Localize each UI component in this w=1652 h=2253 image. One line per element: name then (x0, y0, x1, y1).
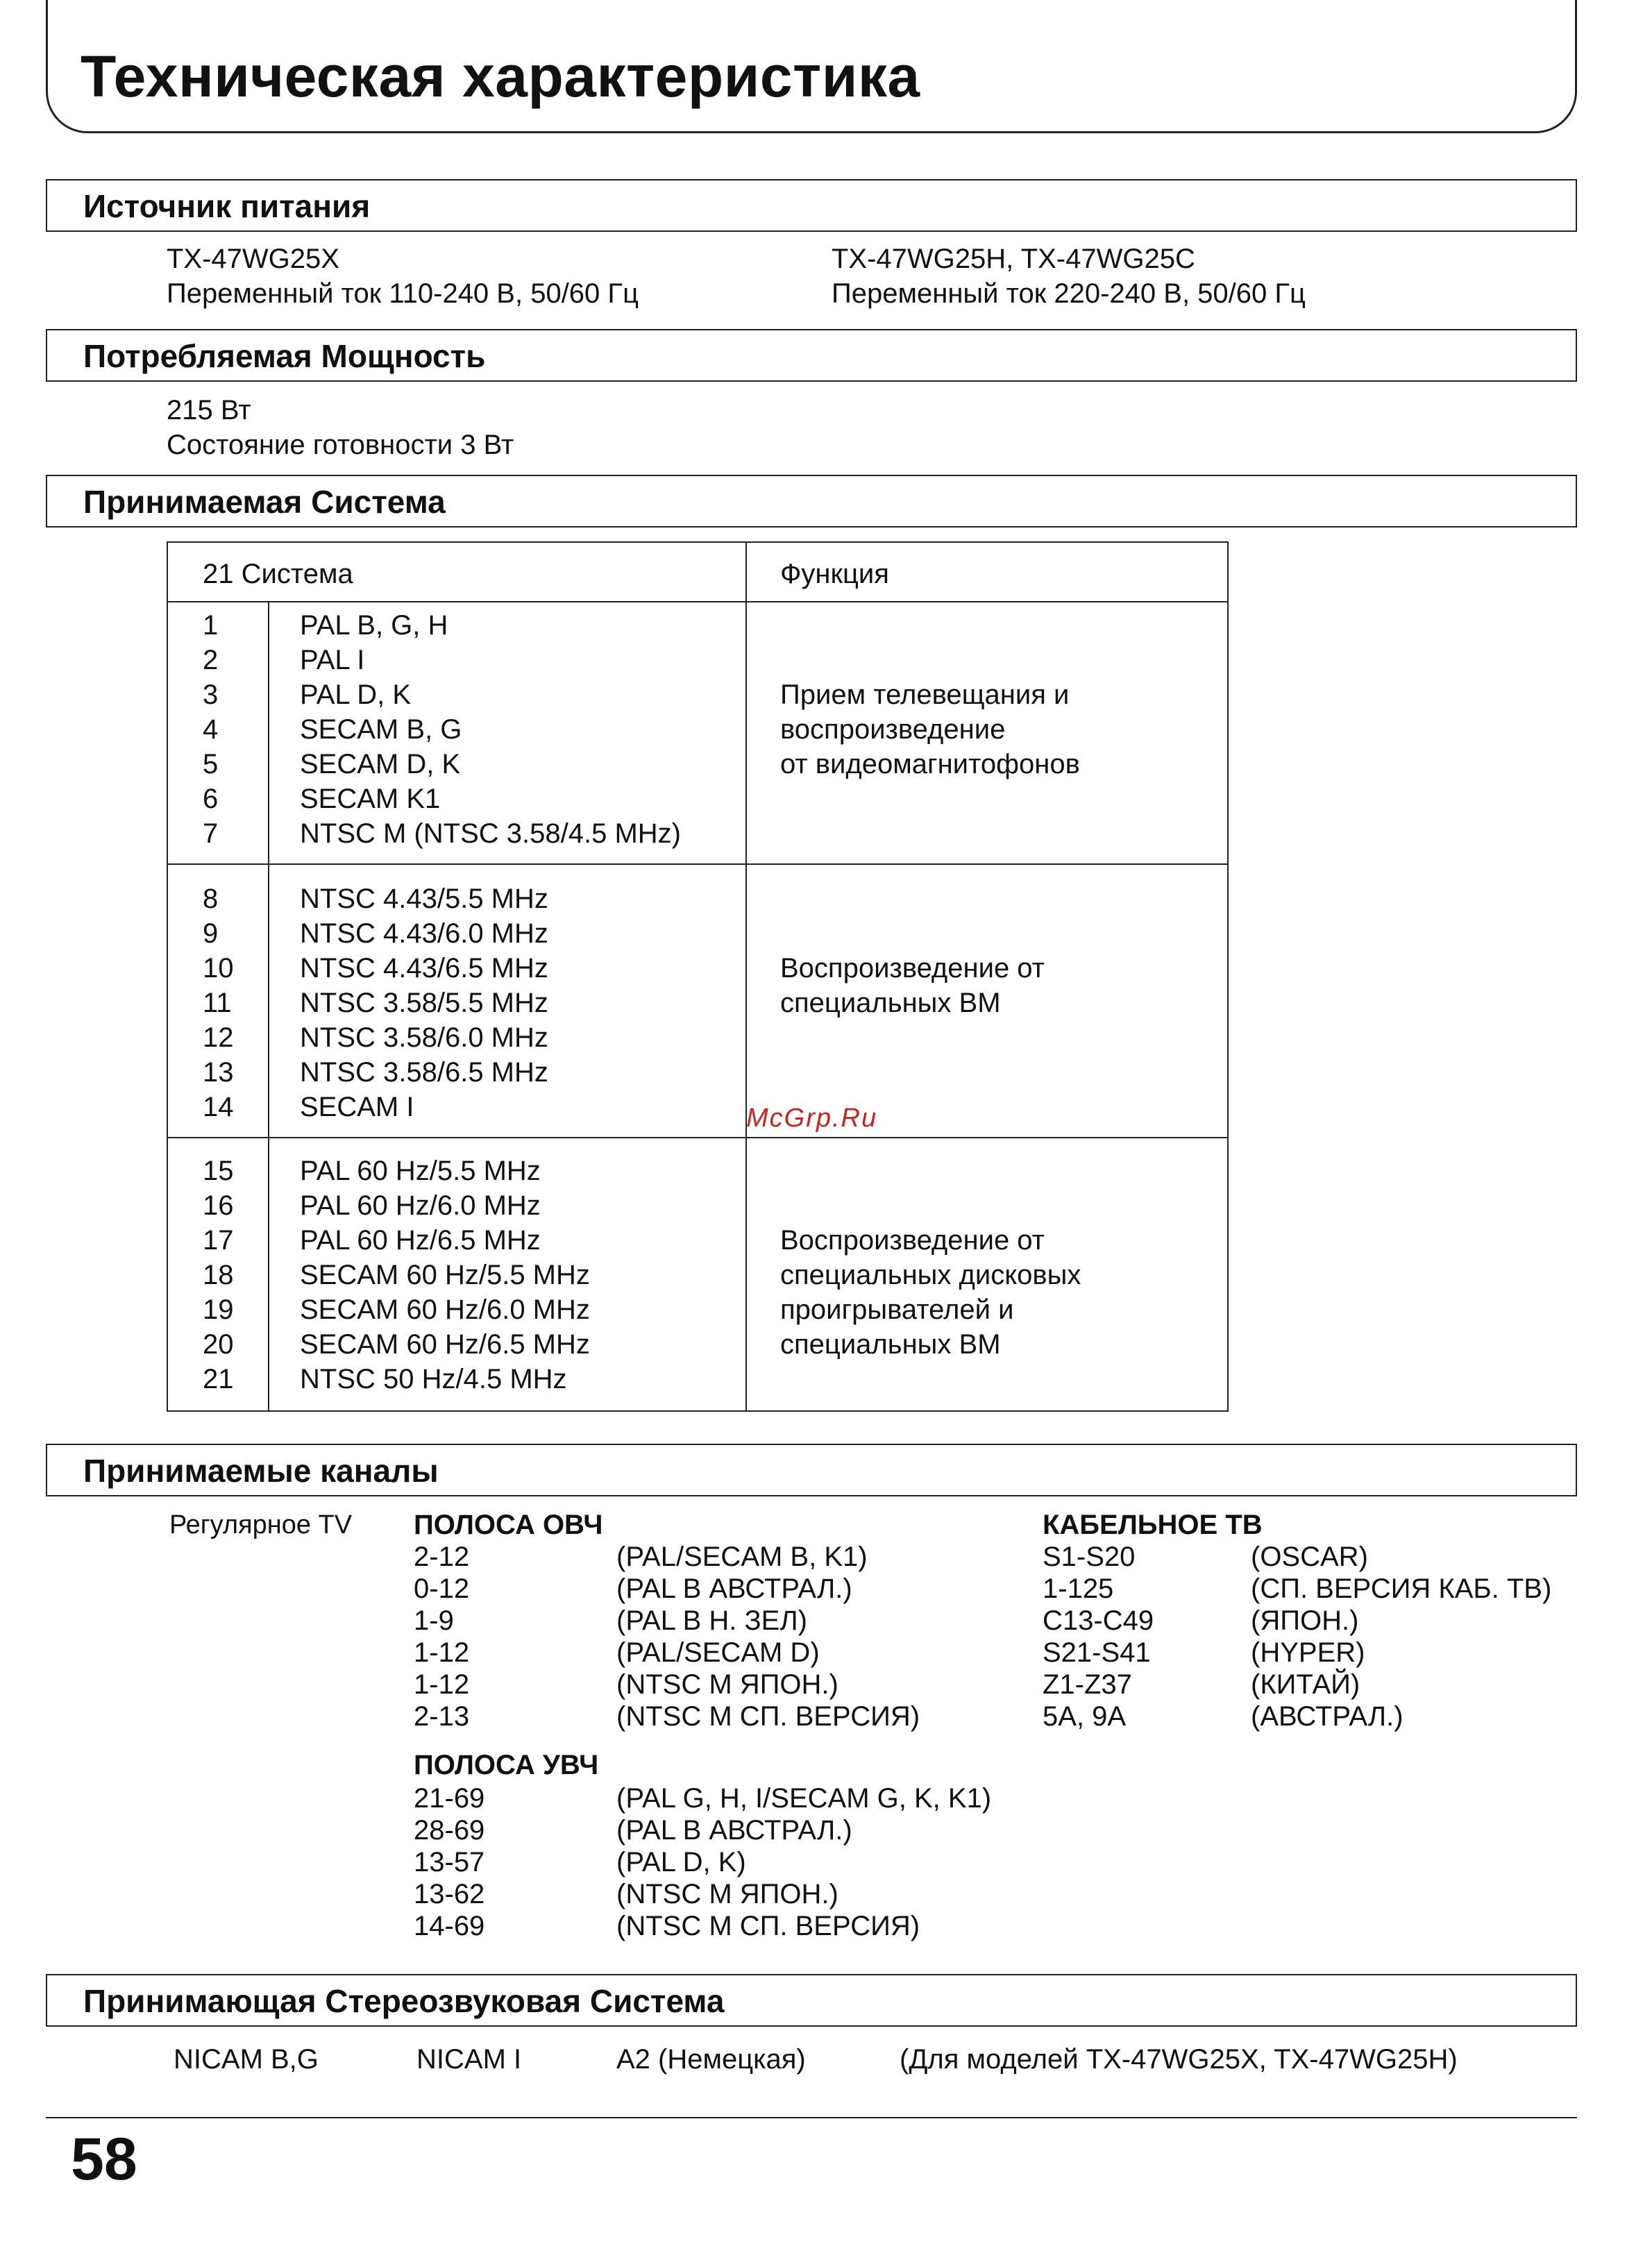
system-name: SECAM B, G (300, 714, 462, 745)
channel-range: 1-12 (414, 1637, 470, 1668)
row-number: 12 (203, 1022, 234, 1053)
group-3-function (780, 1223, 1081, 1362)
uhf-heading: ПОЛОСА УВЧ (414, 1750, 599, 1780)
cable-systems (1251, 1541, 1551, 1732)
group-2-numbers (203, 881, 234, 1124)
channel-system: (КИТАЙ) (1251, 1669, 1360, 1700)
section-power-source (46, 179, 1577, 232)
row-number: 20 (203, 1329, 234, 1360)
system-name: SECAM 60 Hz/6.0 MHz (300, 1294, 590, 1325)
system-name: SECAM K1 (300, 784, 441, 814)
channel-range: 14-69 (414, 1911, 485, 1941)
channel-range: S21-S41 (1043, 1637, 1151, 1668)
channel-range: 0-12 (414, 1573, 470, 1604)
section-heading: Принимаемые каналы (83, 1453, 439, 1489)
channel-system: (PAL/SECAM D) (616, 1637, 820, 1668)
section-power-consumption (46, 329, 1577, 382)
function-text: специальных ВМ (780, 988, 1001, 1018)
section-stereo (46, 1974, 1577, 2027)
channel-system: (АВСТРАЛ.) (1251, 1701, 1404, 1732)
section-heading: Источник питания (83, 188, 371, 224)
channel-system: (NTSC M СП. ВЕРСИЯ) (616, 1701, 920, 1732)
page-title: Техническая характеристика (81, 44, 920, 109)
standby-value: Состояние готовности 3 Вт (167, 430, 514, 460)
channel-range: 21-69 (414, 1783, 485, 1814)
channel-range: 2-12 (414, 1542, 470, 1572)
function-text: проигрывателей и (780, 1294, 1014, 1325)
function-text: Воспроизведение от (780, 1225, 1045, 1256)
group-2-systems (300, 881, 548, 1124)
vhf-heading: ПОЛОСА ОВЧ (414, 1510, 603, 1540)
channel-system: (PAL B Н. ЗЕЛ) (616, 1605, 807, 1636)
channel-system: (OSCAR) (1251, 1542, 1368, 1572)
system-name: SECAM D, K (300, 749, 461, 779)
function-text: специальных ВМ (780, 1329, 1001, 1360)
power-value: 215 Вт (167, 395, 251, 425)
row-number: 19 (203, 1294, 234, 1325)
row-number: 2 (203, 645, 219, 675)
systems-table (167, 541, 1229, 1412)
uhf-ranges (414, 1782, 484, 1942)
group-divider (168, 1137, 1227, 1138)
page-number: 58 (71, 2126, 137, 2193)
system-name: PAL B, G, H (300, 610, 448, 641)
system-name: SECAM 60 Hz/5.5 MHz (300, 1260, 590, 1290)
row-number: 18 (203, 1260, 234, 1290)
row-number: 9 (203, 918, 219, 949)
row-number: 11 (203, 988, 232, 1018)
cable-heading: КАБЕЛЬНОЕ ТВ (1043, 1510, 1263, 1540)
row-number: 16 (203, 1190, 234, 1221)
group-1-function (780, 677, 1080, 782)
cable-ranges (1043, 1541, 1154, 1732)
system-name: NTSC 4.43/6.0 MHz (300, 918, 548, 949)
channel-system: (PAL/SECAM B, K1) (616, 1542, 868, 1572)
voltage-text: Переменный ток 220-240 В, 50/60 Гц (832, 278, 1306, 309)
row-number: 17 (203, 1225, 234, 1256)
row-number: 15 (203, 1156, 234, 1186)
channel-range: 28-69 (414, 1815, 485, 1846)
vhf-ranges (414, 1541, 469, 1732)
system-name: PAL 60 Hz/5.5 MHz (300, 1156, 541, 1186)
stereo-a2: A2 (Немецкая) (616, 2044, 806, 2075)
system-name: NTSC 3.58/6.5 MHz (300, 1057, 548, 1088)
channel-system: (PAL G, H, I/SECAM G, K, K1) (616, 1783, 992, 1814)
footer-divider (46, 2117, 1577, 2118)
power-source-left (167, 242, 639, 311)
function-text: от видеомагнитофонов (780, 749, 1080, 779)
channel-range: S1-S20 (1043, 1542, 1136, 1572)
header-function: Функция (780, 559, 889, 589)
group-1-numbers (203, 608, 218, 851)
header-systems: 21 Система (203, 559, 353, 589)
section-channels (46, 1444, 1577, 1496)
channel-system: (PAL B АВСТРАЛ.) (616, 1815, 852, 1846)
channel-system: (HYPER) (1251, 1637, 1365, 1668)
function-text: Прием телевещания и (780, 680, 1070, 710)
system-name: SECAM I (300, 1092, 414, 1122)
row-number: 1 (203, 610, 219, 641)
group-2-function (780, 951, 1045, 1020)
row-number: 10 (203, 953, 234, 984)
section-receiving-system (46, 475, 1577, 528)
system-name: NTSC 3.58/6.0 MHz (300, 1022, 548, 1053)
channel-range: 2-13 (414, 1701, 470, 1732)
group-divider (168, 863, 1227, 865)
system-name: PAL 60 Hz/6.5 MHz (300, 1225, 541, 1256)
section-heading: Принимаемая Система (83, 484, 446, 520)
model-text: TX-47WG25X (167, 244, 339, 274)
system-name: PAL 60 Hz/6.0 MHz (300, 1190, 541, 1221)
channel-system: (NTSC M ЯПОН.) (616, 1669, 838, 1700)
system-name: NTSC M (NTSC 3.58/4.5 MHz) (300, 818, 681, 849)
regular-tv-label: Регулярное TV (169, 1510, 353, 1539)
stereo-nicam-bg: NICAM B,G (174, 2044, 319, 2075)
channel-range: 1-9 (414, 1605, 454, 1636)
vhf-systems (616, 1541, 920, 1732)
channel-system: (PAL D, K) (616, 1847, 746, 1878)
channel-system: (PAL B АВСТРАЛ.) (616, 1573, 852, 1604)
function-text: специальных дисковых (780, 1260, 1081, 1290)
channel-range: 13-57 (414, 1847, 485, 1878)
channel-range: 1-12 (414, 1669, 470, 1700)
row-number: 21 (203, 1364, 234, 1394)
voltage-text: Переменный ток 110-240 В, 50/60 Гц (167, 278, 639, 309)
channel-system: (СП. ВЕРСИЯ КАБ. ТВ) (1251, 1573, 1552, 1604)
group-1-systems (300, 608, 681, 851)
row-number: 6 (203, 784, 219, 814)
header-divider (168, 601, 1227, 602)
system-name: NTSC 4.43/5.5 MHz (300, 884, 548, 914)
system-name: PAL D, K (300, 680, 412, 710)
watermark: McGrp.Ru (746, 1104, 878, 1133)
row-number: 14 (203, 1092, 234, 1122)
row-number: 3 (203, 680, 219, 710)
section-heading: Принимающая Стереозвуковая Система (83, 1983, 725, 2019)
group-3-systems (300, 1154, 590, 1396)
channel-range: 1-125 (1043, 1573, 1114, 1604)
row-number: 4 (203, 714, 219, 745)
row-number: 5 (203, 749, 219, 779)
model-text: TX-47WG25H, TX-47WG25C (832, 244, 1195, 274)
system-name: NTSC 4.43/6.5 MHz (300, 953, 548, 984)
channel-range: 13-62 (414, 1879, 485, 1909)
channel-range: C13-C49 (1043, 1605, 1154, 1636)
section-heading: Потребляемая Мощность (83, 338, 486, 374)
function-text: воспроизведение (780, 714, 1006, 745)
channel-range: Z1-Z37 (1043, 1669, 1132, 1700)
column-divider (745, 543, 747, 1410)
row-number: 8 (203, 884, 219, 914)
channel-system: (NTSC M ЯПОН.) (616, 1879, 838, 1909)
system-name: SECAM 60 Hz/6.5 MHz (300, 1329, 590, 1360)
channel-system: (ЯПОН.) (1251, 1605, 1359, 1636)
number-divider (268, 601, 269, 1412)
system-name: NTSC 50 Hz/4.5 MHz (300, 1364, 567, 1394)
power-consumption-values (167, 393, 514, 462)
function-text: Воспроизведение от (780, 953, 1045, 984)
system-name: NTSC 3.58/5.5 MHz (300, 988, 548, 1018)
power-source-right (832, 242, 1306, 311)
uhf-systems (616, 1782, 991, 1942)
stereo-models-note: (Для моделей TX-47WG25X, TX-47WG25H) (900, 2044, 1458, 2075)
group-3-numbers (203, 1154, 234, 1396)
system-name: PAL I (300, 645, 365, 675)
row-number: 7 (203, 818, 219, 849)
stereo-nicam-i: NICAM I (416, 2044, 522, 2075)
row-number: 13 (203, 1057, 234, 1088)
channel-system: (NTSC M СП. ВЕРСИЯ) (616, 1911, 920, 1941)
channel-range: 5A, 9A (1043, 1701, 1127, 1732)
